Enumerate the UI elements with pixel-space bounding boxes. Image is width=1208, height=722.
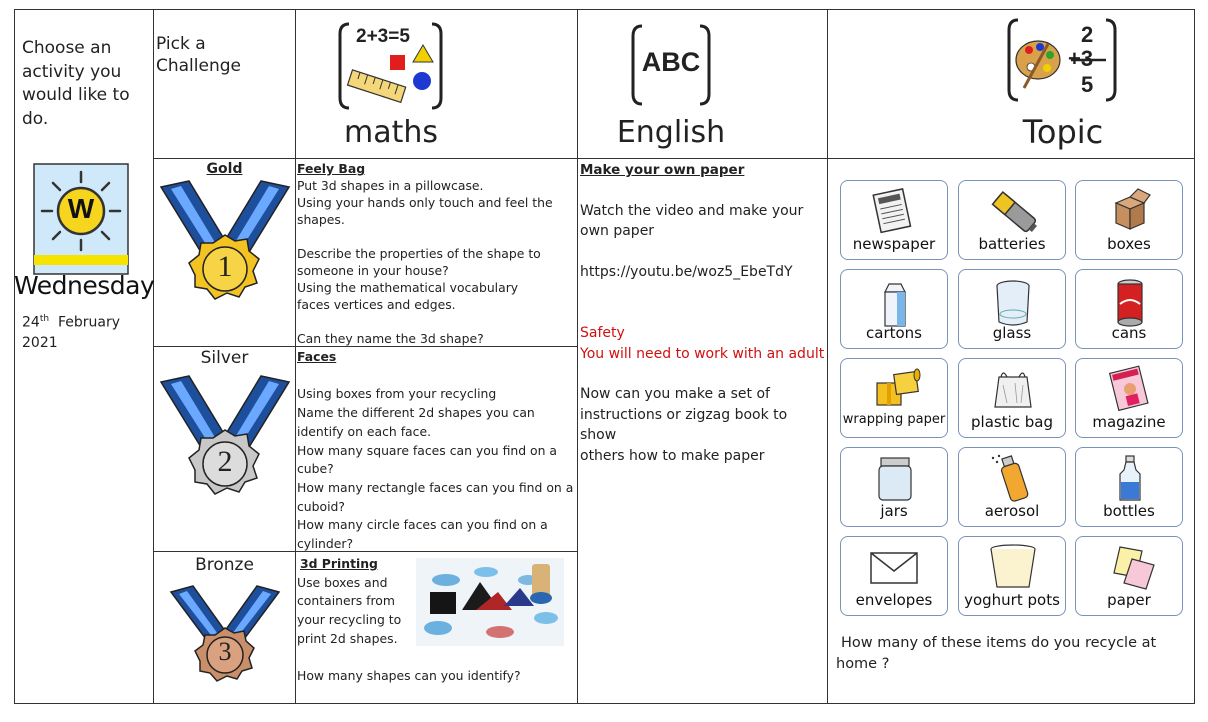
silver-challenge xyxy=(297,348,576,554)
silver-line: How many rectangle faces can you find on a xyxy=(297,479,574,495)
english-content xyxy=(580,160,825,466)
day-name: Wednesday xyxy=(14,271,155,300)
topic-item-label: cartons xyxy=(866,324,922,342)
glass-icon xyxy=(959,274,1067,330)
date-month: February xyxy=(57,314,121,331)
topic-fraction-middle: +3 xyxy=(1068,46,1094,71)
topic-header xyxy=(828,10,1194,158)
paper-icon xyxy=(1076,541,1184,593)
cartons-icon xyxy=(841,274,949,330)
day-date xyxy=(22,309,152,353)
silver-line: cylinder? xyxy=(297,536,354,552)
topic-tile-boxes xyxy=(1075,180,1183,260)
maths-equation: 2+3=5 xyxy=(356,26,410,47)
batteries-icon xyxy=(959,185,1067,237)
english-intro-2: own paper xyxy=(580,223,655,239)
gold-line: someone in your house? xyxy=(297,263,449,278)
aerosol-icon xyxy=(959,452,1067,504)
gold-line: shapes. xyxy=(297,212,345,227)
jars-icon xyxy=(841,452,949,504)
topic-item-label: envelopes xyxy=(855,591,933,609)
english-header xyxy=(578,10,827,158)
bronze-number: 3 xyxy=(218,637,232,666)
gold-line: Can they name the 3d shape? xyxy=(297,331,484,346)
maths-symbol-icon xyxy=(296,10,577,120)
bronze-line xyxy=(297,649,576,668)
topic-item-label: batteries xyxy=(978,235,1046,253)
bronze-line: How many shapes can you identify? xyxy=(297,668,521,684)
silver-label: Silver xyxy=(200,348,249,368)
topic-tile-jars xyxy=(840,447,948,527)
topic-item-label: jars xyxy=(880,502,908,520)
topic-tile-cans xyxy=(1075,269,1183,349)
silver-line: cuboid? xyxy=(297,498,345,514)
grid-right xyxy=(1194,9,1195,704)
silver-line: Name the different 2d shapes you can xyxy=(297,405,535,421)
topic-label: Topic xyxy=(1022,113,1104,151)
bronze-challenge-title: 3d Printing xyxy=(300,556,378,571)
video-link[interactable]: https://youtu.be/woz5_EbeTdY xyxy=(580,263,793,280)
topic-item-label: glass xyxy=(992,324,1032,342)
topic-tile-cartons xyxy=(840,269,948,349)
english-task-2: instructions or zigzag book to show xyxy=(580,406,788,443)
silver-challenge-title: Faces xyxy=(297,349,337,364)
yoghurt-pots-icon xyxy=(959,541,1067,593)
date-suffix: th xyxy=(39,314,50,324)
grid-bottom xyxy=(14,703,1195,704)
safety-text: You will need to work with an adult xyxy=(580,345,825,362)
bronze-line: print 2d shapes. xyxy=(297,630,398,646)
topic-tile-newspaper xyxy=(840,180,948,260)
gold-line xyxy=(297,313,576,330)
topic-tile-bottles xyxy=(1075,447,1183,527)
silver-number: 2 xyxy=(217,445,233,478)
newspaper-icon xyxy=(841,185,949,237)
gold-line: Using the mathematical vocabulary xyxy=(297,280,519,295)
english-title: Make your own paper xyxy=(580,162,745,178)
topic-item-label: yoghurt pots xyxy=(964,591,1060,609)
topic-symbol-icon xyxy=(828,10,1194,110)
gold-line xyxy=(297,228,576,245)
topic-item-label: newspaper xyxy=(852,235,936,253)
topic-tile-batteries xyxy=(958,180,1066,260)
maths-header xyxy=(296,10,577,158)
topic-item-label: cans xyxy=(1111,324,1147,342)
english-task-1: Now can you make a set of xyxy=(580,386,770,402)
gold-line: Describe the properties of the shape to xyxy=(297,246,541,261)
topic-item-label: magazine xyxy=(1092,413,1166,431)
date-year: 2021 xyxy=(22,334,58,351)
gold-challenge xyxy=(297,160,576,347)
english-intro-1: Watch the video and make your xyxy=(580,202,804,219)
gold-label: Gold xyxy=(206,161,243,177)
magazine-icon xyxy=(1076,363,1184,415)
topic-tile-magazine xyxy=(1075,358,1183,438)
bronze-line: containers from xyxy=(297,593,395,609)
bronze-line: your recycling to xyxy=(297,612,402,628)
gold-line: Put 3d shapes in a pillowcase. xyxy=(297,178,484,193)
date-day: 24 xyxy=(22,314,40,331)
gold-challenge-title: Feely Bag xyxy=(297,161,366,176)
maths-label: maths xyxy=(343,115,438,150)
printing-photo xyxy=(416,558,564,646)
topic-tile-envelopes xyxy=(840,536,948,616)
topic-fraction-bottom: 5 xyxy=(1081,72,1094,97)
envelopes-icon xyxy=(841,541,949,593)
gold-line: Using your hands only touch and feel the xyxy=(297,195,553,210)
topic-tile-glass xyxy=(958,269,1066,349)
topic-fraction-top: 2 xyxy=(1081,22,1094,47)
cans-icon xyxy=(1076,274,1184,330)
safety-title: Safety xyxy=(580,325,625,341)
topic-tile-paper xyxy=(1075,536,1183,616)
challenge-heading: Pick a Challenge xyxy=(156,34,241,76)
english-symbol: ABC xyxy=(641,47,701,77)
bottles-icon xyxy=(1076,452,1184,504)
topic-item-label: paper xyxy=(1107,591,1151,609)
topic-question: How many of these items do you recycle at home ? xyxy=(836,635,1157,672)
topic-tile-wrapping-paper xyxy=(840,358,948,438)
topic-tile-aerosol xyxy=(958,447,1066,527)
topic-tile-yoghurt-pots xyxy=(958,536,1066,616)
boxes-icon xyxy=(1076,185,1184,237)
english-task-3: others how to make paper xyxy=(580,447,765,464)
topic-item-label: boxes xyxy=(1107,235,1151,253)
bronze-label: Bronze xyxy=(195,555,254,575)
wrapping-paper-icon xyxy=(841,363,949,415)
grid-left xyxy=(14,9,15,704)
silver-line: identify on each face. xyxy=(297,423,432,439)
day-letter: W xyxy=(67,193,95,224)
english-label: English xyxy=(616,115,726,150)
topic-tile-plastic-bag xyxy=(958,358,1066,438)
silver-line: How many circle faces can you find on a xyxy=(297,517,548,533)
plastic-bag-icon xyxy=(959,363,1067,415)
silver-line xyxy=(297,367,576,386)
gold-number: 1 xyxy=(217,250,233,283)
gold-line: faces vertices and edges. xyxy=(297,297,456,312)
topic-item-label: wrapping paper xyxy=(842,412,946,427)
topic-item-label: plastic bag xyxy=(971,413,1053,431)
silver-line: How many square faces can you find on a xyxy=(297,442,558,458)
grid-header-row xyxy=(153,158,1194,159)
bronze-line: Use boxes and xyxy=(297,574,388,590)
silver-line: cube? xyxy=(297,461,334,477)
topic-item-label: bottles xyxy=(1103,502,1155,520)
topic-item-label: aerosol xyxy=(984,502,1040,520)
intro-text: Choose an activity you would like to do. xyxy=(22,38,130,129)
silver-line: Using boxes from your recycling xyxy=(297,386,497,402)
